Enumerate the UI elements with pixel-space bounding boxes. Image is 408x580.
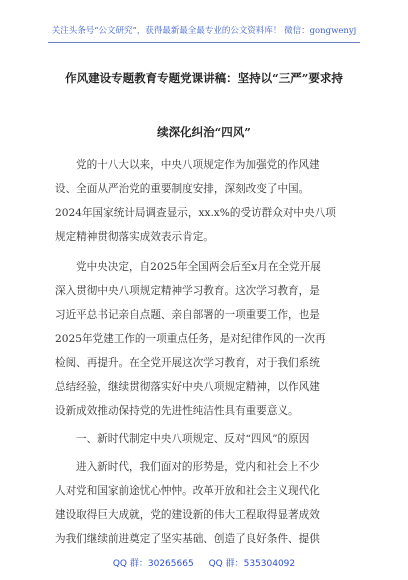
body-line: 深入贯彻中央八项规定精神学习教育。这次学习教育，是 xyxy=(55,285,320,297)
footer-contact xyxy=(0,556,408,569)
footer-qq-group-2: QQ 群：535304092 xyxy=(208,559,296,569)
body-line: 总结经验，继续贯彻落实好中央八项规定精神，以作风建 xyxy=(55,381,320,393)
body-line: 建设取得巨大成就，党的建设新的伟大工程取得显著成效 xyxy=(55,509,320,521)
body-line: 2024年国家统计局调查显示，xx.x%的受访群众对中央八项 xyxy=(55,207,336,219)
body-line: 设、全面从严治党的重要制度安排，深刻改变了中国。 xyxy=(55,183,310,195)
body-line: 党的十八大以来，中央八项规定作为加强党的作风建 xyxy=(76,159,320,171)
body-line: 2025年党建工作的一项重点任务，是对纪律作风的一次再 xyxy=(55,333,326,345)
footer-qq-group-1: QQ 群：30265665 xyxy=(112,559,194,569)
body-line: 检阅、再提升。在全党开展这次学习教育，对于我们系统 xyxy=(55,357,320,369)
body-line: 习近平总书记亲自点题、亲自部署的一项重要工作，也是 xyxy=(55,309,320,321)
header-banner: 关注头条号“公文研究”，获得最新最全最专业的公文资料库！ 微信：gongwenyj xyxy=(51,26,357,36)
document-title-line-1: 作风建设专题教育专题党课讲稿：坚持以“三严”要求持 xyxy=(65,71,343,85)
body-line: 设新成效推动保持党的先进性纯洁性具有重要意义。 xyxy=(55,405,299,417)
section-heading: 一、新时代制定中央八项规定、反对“四风”的原因 xyxy=(76,433,310,445)
document-title-line-2: 续深化纠治“四风” xyxy=(157,125,251,139)
header-divider xyxy=(48,42,360,43)
body-line: 党中央决定，自2025年全国两会后至x月在全党开展 xyxy=(76,261,321,273)
body-line: 规定精神贯彻落实成效表示肯定。 xyxy=(55,231,214,243)
body-line: 人对党和国家前途忧心忡忡。改革开放和社会主义现代化 xyxy=(55,485,320,497)
body-line: 为我们继续前进奠定了坚实基础、创造了良好条件、提供 xyxy=(55,533,320,545)
body-line: 进入新时代，我们面对的形势是，党内和社会上不少 xyxy=(76,461,320,473)
